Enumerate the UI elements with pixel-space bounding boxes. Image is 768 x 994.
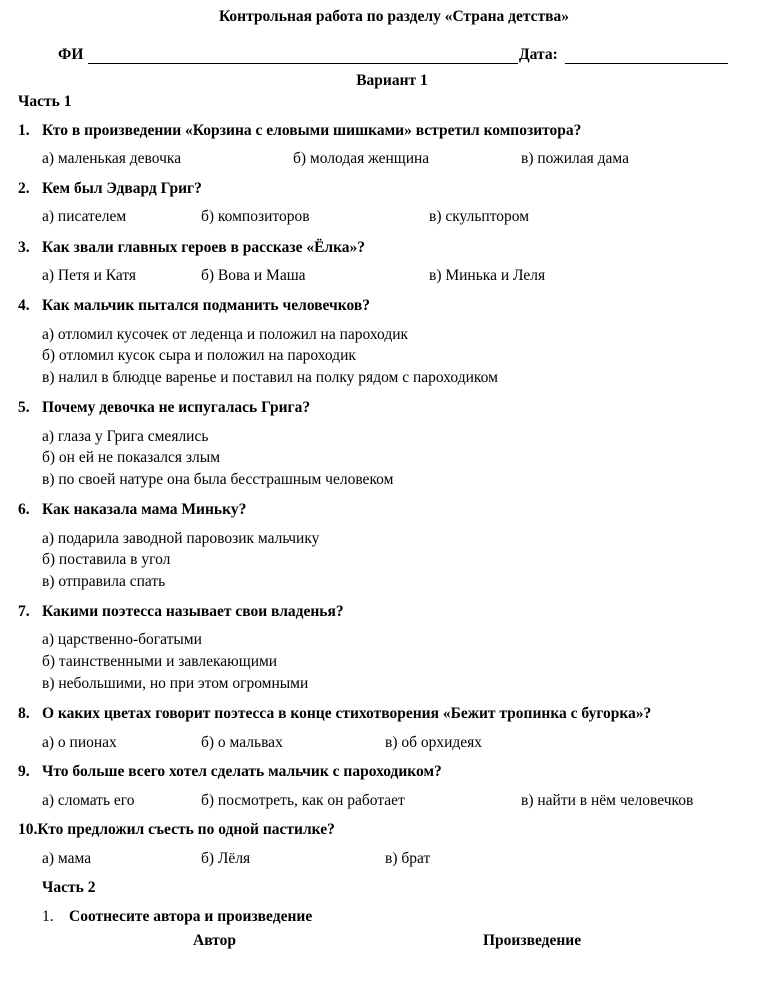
question-7: 7. Какими поэтесса называет свои владенья?: [18, 603, 344, 620]
answer-option: а) Петя и Катя: [42, 267, 137, 284]
variant-heading: Вариант 1: [356, 72, 428, 89]
question-8: 8. О каких цветах говорит поэтесса в конце стихотворения «Бежит тропинка с бугорка»?: [18, 705, 652, 722]
answer-option: в) найти в нём человечков: [521, 792, 694, 809]
answer-option: а) сломать его: [42, 792, 135, 809]
answer-option: б) посмотреть, как он работает: [201, 792, 405, 809]
name-field-line: [88, 63, 518, 64]
date-label: Дата:: [519, 46, 558, 63]
answer-option: б) Лёля: [201, 850, 251, 867]
column-work-heading: Произведение: [483, 932, 582, 949]
question-1: 1. Кто в произведении «Корзина с еловыми шишками» встретил композитора?: [18, 122, 582, 139]
answer-option: б) поставила в угол: [42, 551, 171, 568]
answer-option: б) молодая женщина: [293, 150, 430, 167]
answer-option: б) о мальвах: [201, 734, 283, 751]
answer-option: а) писателем: [42, 208, 127, 225]
question-10: 10.Кто предложил съесть по одной пастилке?: [18, 821, 335, 838]
answer-option: в) скульптором: [429, 208, 530, 225]
answer-option: б) таинственными и завлекающими: [42, 653, 278, 670]
date-field-line: [565, 63, 728, 64]
answer-option: в) по своей натуре она была бесстрашным человеком: [42, 471, 394, 488]
question-5: 5. Почему девочка не испугалась Грига?: [18, 399, 311, 416]
column-author-heading: Автор: [193, 932, 236, 949]
answer-option: б) он ей не показался злым: [42, 449, 221, 466]
part1-heading: Часть 1: [18, 93, 72, 110]
answer-option: в) Минька и Леля: [429, 267, 546, 284]
question-3: 3. Как звали главных героев в рассказе «Ёлка»?: [18, 239, 366, 256]
question-2: 2. Кем был Эдвард Григ?: [18, 180, 202, 197]
answer-option: в) об орхидеях: [385, 734, 483, 751]
question-4: 4. Как мальчик пытался подманить человечков?: [18, 297, 370, 314]
part2-heading: Часть 2: [42, 879, 96, 896]
answer-option: б) отломил кусок сыра и положил на пароходик: [42, 347, 356, 364]
answer-option: в) отправила спать: [42, 573, 166, 590]
answer-option: б) Вова и Маша: [201, 267, 306, 284]
part2-task: 1. Соотнесите автора и произведение: [42, 908, 313, 925]
answer-option: а) царственно-богатыми: [42, 631, 202, 648]
answer-option: в) пожилая дама: [521, 150, 629, 167]
answer-option: а) о пионах: [42, 734, 117, 751]
question-9: 9. Что больше всего хотел сделать мальчик с пароходиком?: [18, 763, 442, 780]
name-label: ФИ: [58, 46, 84, 63]
page-title: Контрольная работа по разделу «Страна детства»: [218, 8, 570, 25]
answer-option: в) брат: [385, 850, 431, 867]
answer-option: в) налил в блюдце варенье и поставил на полку рядом с пароходиком: [42, 369, 498, 386]
answer-option: а) глаза у Грига смеялись: [42, 428, 209, 445]
answer-option: а) подарила заводной паровозик мальчику: [42, 530, 320, 547]
answer-option: а) мама: [42, 850, 92, 867]
answer-option: а) отломил кусочек от леденца и положил на пароходик: [42, 326, 409, 343]
answer-option: б) композиторов: [201, 208, 310, 225]
question-6: 6. Как наказала мама Миньку?: [18, 501, 247, 518]
answer-option: в) небольшими, но при этом огромными: [42, 675, 309, 692]
answer-option: а) маленькая девочка: [42, 150, 182, 167]
